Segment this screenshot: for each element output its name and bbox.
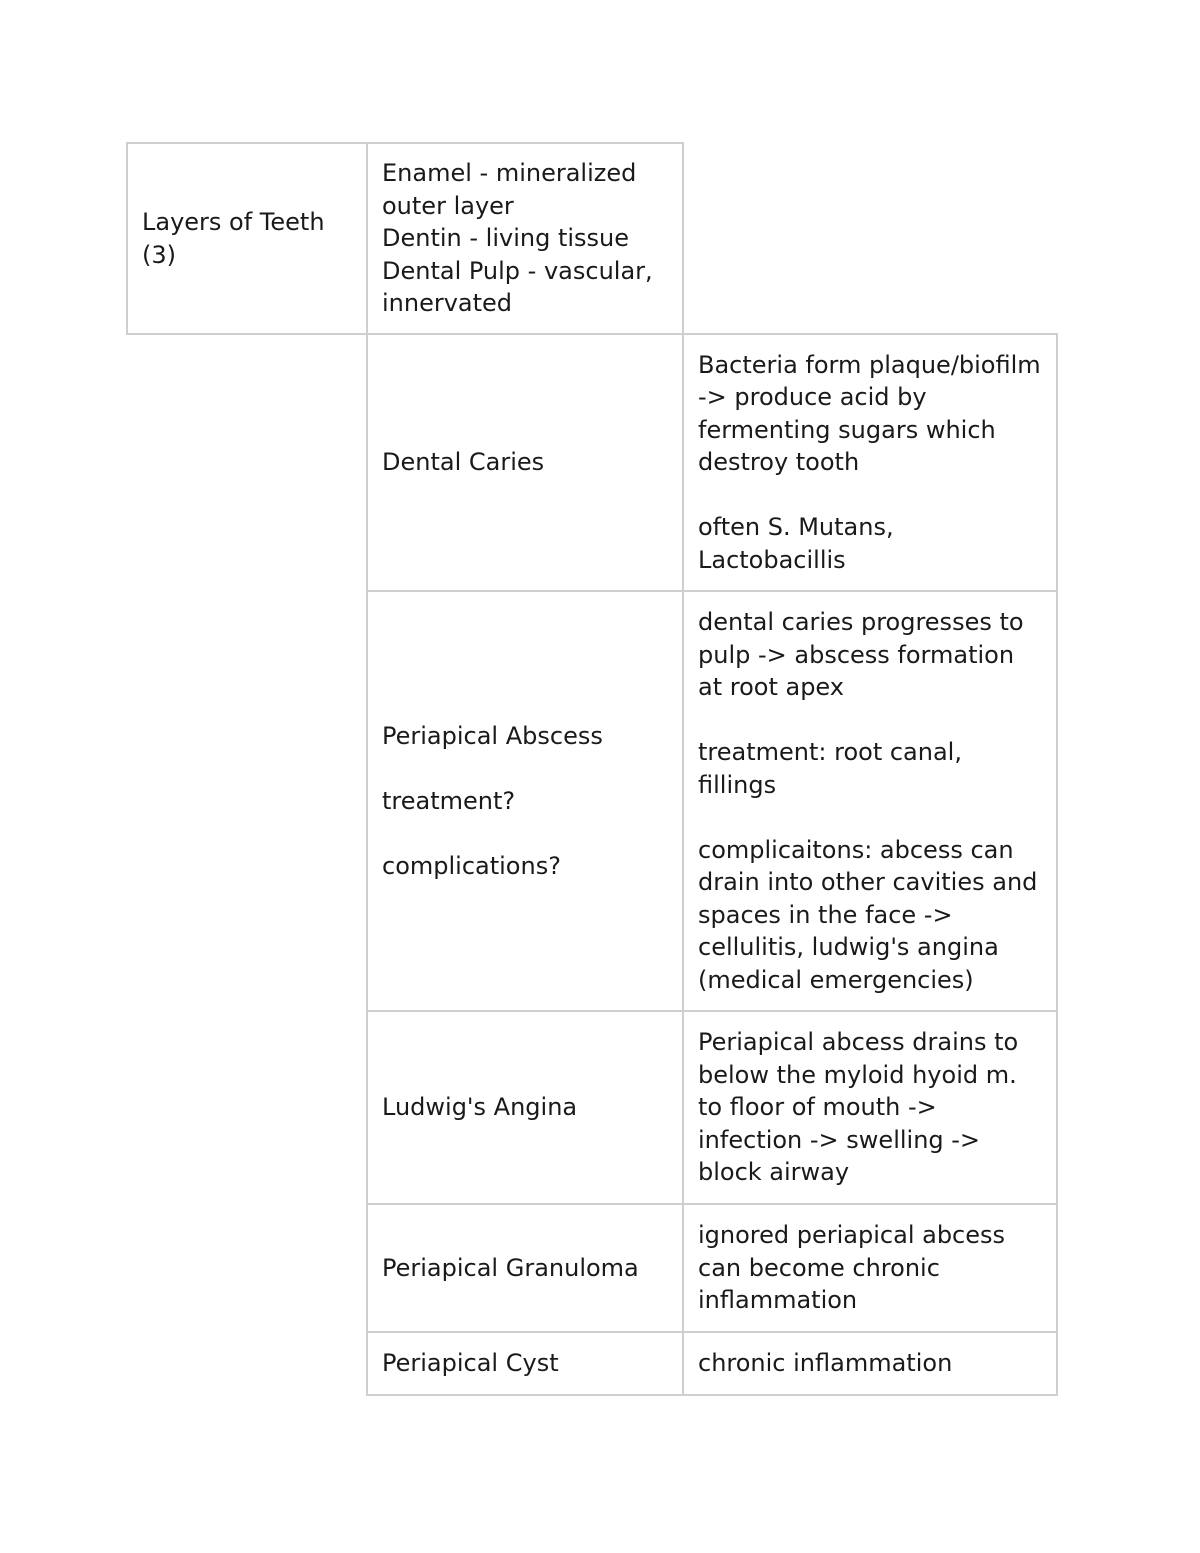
term-dental-caries: Dental Caries [382,448,545,477]
description-text: treatment: root canal, fillings [698,738,962,799]
term-cell-periapical-granuloma [366,1203,684,1333]
layers-label: Layers of Teeth (3) [142,208,325,269]
layer-dental-pulp: Dental Pulp - vascular, innervated [382,256,653,318]
term-periapical-granuloma: Periapical Granuloma [382,1253,639,1282]
description-cell-periapical-granuloma [682,1203,1058,1333]
term-cell-ludwigs-angina [366,1010,684,1205]
description-text: chronic inflammation [698,1349,953,1378]
term-cell-periapical-abscess [366,590,684,1012]
description-cell-dental-caries [682,333,1058,592]
term-ludwigs-angina: Ludwig's Angina [382,1093,578,1122]
layers-list-cell [366,142,684,335]
term-periapical-cyst: Periapical Cyst [382,1349,559,1378]
term-cell-dental-caries [366,333,684,592]
layer-enamel: Enamel - mineralized outer layer [382,159,637,220]
layers-label-cell [126,142,368,335]
description-cell-ludwigs-angina [682,1010,1058,1205]
layer-dentin: Dentin - living tissue [382,224,630,253]
term-periapical-abscess: Periapical Abscess [382,721,603,750]
description-text: Periapical abcess drains to below the myloid hyoid m. to floor of mouth -> infection -> swelling -> block airway [698,1028,1019,1187]
term-question-treatment: treatment? [382,786,516,815]
description-text: Bacteria form plaque/biofilm -> produce acid by fermenting sugars which destroy tooth [698,350,1041,477]
description-cell-periapical-abscess [682,590,1058,1012]
term-cell-periapical-cyst [366,1331,684,1396]
term-question-complications: complications? [382,851,561,880]
description-text: ignored periapical abcess can become chronic inflammation [698,1221,1006,1315]
description-text: dental caries progresses to pulp -> abscess formation at root apex [698,608,1024,701]
description-cell-periapical-cyst [682,1331,1058,1396]
description-text: complicaitons: abcess can drain into other cavities and spaces in the face -> cellulitis, ludwig's angina (medical emergencies) [698,835,1038,994]
description-text: often S. Mutans, Lactobacillis [698,513,894,574]
